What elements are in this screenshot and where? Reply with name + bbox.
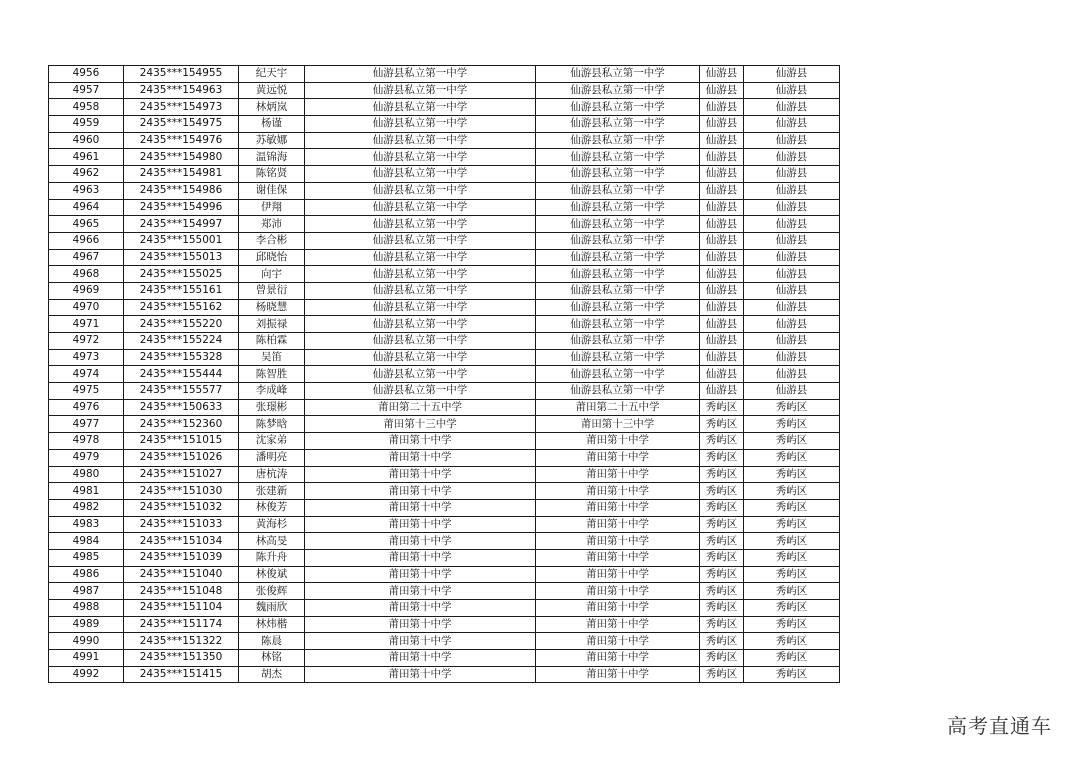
school-cell: 莆田第十中学: [305, 549, 536, 566]
table-row: [49, 383, 840, 400]
registered-school-cell: 莆田第十中学: [536, 466, 700, 483]
region-cell: 仙游县: [744, 366, 840, 383]
registered-school-cell: 莆田第十中学: [536, 533, 700, 550]
exam-id-cell: 2435***151104: [124, 600, 239, 617]
region-cell: 秀屿区: [744, 466, 840, 483]
region-cell: 仙游县: [744, 149, 840, 166]
table-row: [49, 199, 840, 216]
registered-school-cell: 莆田第十中学: [536, 566, 700, 583]
registered-school-cell: 莆田第十中学: [536, 583, 700, 600]
school-cell: 仙游县私立第一中学: [305, 149, 536, 166]
student-name-cell: 魏雨欣: [239, 600, 305, 617]
school-cell: 仙游县私立第一中学: [305, 232, 536, 249]
school-cell: 莆田第十中学: [305, 533, 536, 550]
row-number-cell: 4989: [49, 616, 124, 633]
row-number-cell: 4990: [49, 633, 124, 650]
region-cell: 仙游县: [744, 349, 840, 366]
table-row: [49, 333, 840, 350]
region-cell: 仙游县: [744, 333, 840, 350]
table-row: [49, 583, 840, 600]
student-name-cell: 潘明亮: [239, 449, 305, 466]
school-cell: 莆田第十中学: [305, 483, 536, 500]
exam-id-cell: 2435***155328: [124, 349, 239, 366]
region-cell: 秀屿区: [744, 449, 840, 466]
table-row: [49, 533, 840, 550]
school-cell: 莆田第十中学: [305, 516, 536, 533]
registered-school-cell: 仙游县私立第一中学: [536, 282, 700, 299]
row-number-cell: 4973: [49, 349, 124, 366]
district-cell: 仙游县: [700, 182, 744, 199]
table-row: [49, 316, 840, 333]
table-row: [49, 516, 840, 533]
registered-school-cell: 仙游县私立第一中学: [536, 149, 700, 166]
region-cell: 秀屿区: [744, 483, 840, 500]
region-cell: 仙游县: [744, 316, 840, 333]
student-name-cell: 陈铭贤: [239, 166, 305, 183]
table-row: [49, 600, 840, 617]
district-cell: 秀屿区: [700, 566, 744, 583]
student-name-cell: 谢佳保: [239, 182, 305, 199]
exam-id-cell: 2435***152360: [124, 416, 239, 433]
district-cell: 秀屿区: [700, 499, 744, 516]
student-name-cell: 林炜楷: [239, 616, 305, 633]
row-number-cell: 4960: [49, 132, 124, 149]
district-cell: 秀屿区: [700, 666, 744, 683]
region-cell: 仙游县: [744, 299, 840, 316]
table-row: [49, 483, 840, 500]
district-cell: 秀屿区: [700, 633, 744, 650]
student-name-cell: 胡杰: [239, 666, 305, 683]
table-row: [49, 399, 840, 416]
registered-school-cell: 仙游县私立第一中学: [536, 349, 700, 366]
row-number-cell: 4984: [49, 533, 124, 550]
row-number-cell: 4988: [49, 600, 124, 617]
district-cell: 仙游县: [700, 66, 744, 83]
student-name-cell: 李合彬: [239, 232, 305, 249]
row-number-cell: 4975: [49, 383, 124, 400]
region-cell: 秀屿区: [744, 499, 840, 516]
exam-id-cell: 2435***155444: [124, 366, 239, 383]
registered-school-cell: 莆田第十中学: [536, 650, 700, 667]
district-cell: 仙游县: [700, 349, 744, 366]
region-cell: 秀屿区: [744, 549, 840, 566]
exam-id-cell: 2435***151015: [124, 433, 239, 450]
registered-school-cell: 仙游县私立第一中学: [536, 232, 700, 249]
exam-id-cell: 2435***155161: [124, 282, 239, 299]
district-cell: 秀屿区: [700, 533, 744, 550]
school-cell: 仙游县私立第一中学: [305, 116, 536, 133]
student-name-cell: 陈升舟: [239, 549, 305, 566]
registered-school-cell: 莆田第十中学: [536, 666, 700, 683]
student-name-cell: 纪天宇: [239, 66, 305, 83]
district-cell: 秀屿区: [700, 549, 744, 566]
school-cell: 仙游县私立第一中学: [305, 216, 536, 233]
region-cell: 秀屿区: [744, 666, 840, 683]
exam-id-cell: 2435***151027: [124, 466, 239, 483]
registered-school-cell: 莆田第十中学: [536, 516, 700, 533]
row-number-cell: 4969: [49, 282, 124, 299]
school-cell: 仙游县私立第一中学: [305, 82, 536, 99]
student-name-cell: 苏敏娜: [239, 132, 305, 149]
registered-school-cell: 莆田第十三中学: [536, 416, 700, 433]
student-name-cell: 林铭: [239, 650, 305, 667]
row-number-cell: 4970: [49, 299, 124, 316]
school-cell: 莆田第十中学: [305, 583, 536, 600]
table-row: [49, 416, 840, 433]
exam-id-cell: 2435***151350: [124, 650, 239, 667]
exam-id-cell: 2435***151415: [124, 666, 239, 683]
student-name-cell: 沈家弟: [239, 433, 305, 450]
school-cell: 仙游县私立第一中学: [305, 349, 536, 366]
row-number-cell: 4978: [49, 433, 124, 450]
district-cell: 仙游县: [700, 132, 744, 149]
row-number-cell: 4987: [49, 583, 124, 600]
student-name-cell: 陈柏霖: [239, 333, 305, 350]
school-cell: 仙游县私立第一中学: [305, 182, 536, 199]
exam-id-cell: 2435***151322: [124, 633, 239, 650]
table-row: [49, 266, 840, 283]
school-cell: 莆田第十中学: [305, 499, 536, 516]
table-row: [49, 633, 840, 650]
student-name-cell: 陈晨: [239, 633, 305, 650]
region-cell: 秀屿区: [744, 600, 840, 617]
region-cell: 秀屿区: [744, 516, 840, 533]
row-number-cell: 4962: [49, 166, 124, 183]
exam-id-cell: 2435***154980: [124, 149, 239, 166]
row-number-cell: 4980: [49, 466, 124, 483]
exam-id-cell: 2435***151040: [124, 566, 239, 583]
exam-id-cell: 2435***154975: [124, 116, 239, 133]
exam-id-cell: 2435***155577: [124, 383, 239, 400]
exam-id-cell: 2435***151174: [124, 616, 239, 633]
district-cell: 仙游县: [700, 116, 744, 133]
row-number-cell: 4979: [49, 449, 124, 466]
district-cell: 秀屿区: [700, 483, 744, 500]
district-cell: 秀屿区: [700, 516, 744, 533]
row-number-cell: 4976: [49, 399, 124, 416]
registered-school-cell: 仙游县私立第一中学: [536, 116, 700, 133]
table-row: [49, 449, 840, 466]
registered-school-cell: 仙游县私立第一中学: [536, 82, 700, 99]
region-cell: 秀屿区: [744, 633, 840, 650]
registered-school-cell: 仙游县私立第一中学: [536, 366, 700, 383]
school-cell: 莆田第十中学: [305, 616, 536, 633]
district-cell: 仙游县: [700, 249, 744, 266]
school-cell: 仙游县私立第一中学: [305, 99, 536, 116]
exam-id-cell: 2435***155001: [124, 232, 239, 249]
registered-school-cell: 仙游县私立第一中学: [536, 66, 700, 83]
table-row: [49, 499, 840, 516]
exam-id-cell: 2435***151030: [124, 483, 239, 500]
table-row: [49, 216, 840, 233]
school-cell: 莆田第十中学: [305, 566, 536, 583]
region-cell: 仙游县: [744, 216, 840, 233]
table-row: [49, 132, 840, 149]
table-row: [49, 616, 840, 633]
row-number-cell: 4967: [49, 249, 124, 266]
table-row: [49, 99, 840, 116]
region-cell: 仙游县: [744, 232, 840, 249]
school-cell: 莆田第十中学: [305, 650, 536, 667]
table-row: [49, 116, 840, 133]
row-number-cell: 4985: [49, 549, 124, 566]
student-name-cell: 向宇: [239, 266, 305, 283]
region-cell: 仙游县: [744, 82, 840, 99]
student-name-cell: 林俊芳: [239, 499, 305, 516]
row-number-cell: 4986: [49, 566, 124, 583]
exam-id-cell: 2435***154996: [124, 199, 239, 216]
region-cell: 仙游县: [744, 249, 840, 266]
row-number-cell: 4983: [49, 516, 124, 533]
school-cell: 仙游县私立第一中学: [305, 199, 536, 216]
table-row: [49, 366, 840, 383]
row-number-cell: 4971: [49, 316, 124, 333]
student-name-cell: 伊翔: [239, 199, 305, 216]
exam-id-cell: 2435***155220: [124, 316, 239, 333]
exam-id-cell: 2435***154986: [124, 182, 239, 199]
table-row: [49, 349, 840, 366]
student-name-cell: 吴笛: [239, 349, 305, 366]
exam-id-cell: 2435***155025: [124, 266, 239, 283]
district-cell: 秀屿区: [700, 399, 744, 416]
school-cell: 仙游县私立第一中学: [305, 316, 536, 333]
student-name-cell: 张建新: [239, 483, 305, 500]
district-cell: 仙游县: [700, 316, 744, 333]
registered-school-cell: 莆田第十中学: [536, 499, 700, 516]
registered-school-cell: 仙游县私立第一中学: [536, 166, 700, 183]
registered-school-cell: 莆田第十中学: [536, 549, 700, 566]
region-cell: 仙游县: [744, 99, 840, 116]
row-number-cell: 4972: [49, 333, 124, 350]
student-name-cell: 杨晓慧: [239, 299, 305, 316]
student-name-cell: 黄远悦: [239, 82, 305, 99]
exam-id-cell: 2435***154963: [124, 82, 239, 99]
district-cell: 秀屿区: [700, 466, 744, 483]
student-name-cell: 林高旻: [239, 533, 305, 550]
table-row: [49, 232, 840, 249]
district-cell: 仙游县: [700, 149, 744, 166]
student-name-cell: 刘振禄: [239, 316, 305, 333]
table-row: [49, 666, 840, 683]
district-cell: 仙游县: [700, 266, 744, 283]
row-number-cell: 4956: [49, 66, 124, 83]
table-row: [49, 650, 840, 667]
table-row: [49, 66, 840, 83]
exam-id-cell: 2435***154973: [124, 99, 239, 116]
exam-id-cell: 2435***151048: [124, 583, 239, 600]
registered-school-cell: 莆田第十中学: [536, 633, 700, 650]
registered-school-cell: 仙游县私立第一中学: [536, 182, 700, 199]
district-cell: 仙游县: [700, 216, 744, 233]
district-cell: 仙游县: [700, 99, 744, 116]
district-cell: 仙游县: [700, 366, 744, 383]
row-number-cell: 4991: [49, 650, 124, 667]
table-row: [49, 82, 840, 99]
region-cell: 秀屿区: [744, 583, 840, 600]
school-cell: 莆田第十中学: [305, 433, 536, 450]
district-cell: 秀屿区: [700, 650, 744, 667]
exam-id-cell: 2435***154976: [124, 132, 239, 149]
row-number-cell: 4957: [49, 82, 124, 99]
registered-school-cell: 仙游县私立第一中学: [536, 383, 700, 400]
exam-id-cell: 2435***150633: [124, 399, 239, 416]
district-cell: 秀屿区: [700, 583, 744, 600]
region-cell: 仙游县: [744, 182, 840, 199]
table-row: [49, 566, 840, 583]
student-name-cell: 曾景衍: [239, 282, 305, 299]
row-number-cell: 4964: [49, 199, 124, 216]
region-cell: 仙游县: [744, 166, 840, 183]
school-cell: 仙游县私立第一中学: [305, 366, 536, 383]
exam-id-cell: 2435***151032: [124, 499, 239, 516]
exam-id-cell: 2435***155162: [124, 299, 239, 316]
region-cell: 仙游县: [744, 282, 840, 299]
student-name-cell: 陈智胜: [239, 366, 305, 383]
student-name-cell: 陈梦晗: [239, 416, 305, 433]
registered-school-cell: 仙游县私立第一中学: [536, 249, 700, 266]
student-name-cell: 邱晓怡: [239, 249, 305, 266]
school-cell: 莆田第十三中学: [305, 416, 536, 433]
region-cell: 仙游县: [744, 383, 840, 400]
district-cell: 仙游县: [700, 333, 744, 350]
row-number-cell: 4958: [49, 99, 124, 116]
region-cell: 秀屿区: [744, 616, 840, 633]
row-number-cell: 4968: [49, 266, 124, 283]
school-cell: 仙游县私立第一中学: [305, 333, 536, 350]
registered-school-cell: 莆田第十中学: [536, 483, 700, 500]
table-row: [49, 466, 840, 483]
school-cell: 莆田第十中学: [305, 449, 536, 466]
district-cell: 仙游县: [700, 232, 744, 249]
region-cell: 仙游县: [744, 66, 840, 83]
student-name-cell: 杨谨: [239, 116, 305, 133]
student-list-table: [48, 65, 840, 683]
school-cell: 仙游县私立第一中学: [305, 282, 536, 299]
exam-id-cell: 2435***155013: [124, 249, 239, 266]
table-row: [49, 433, 840, 450]
exam-id-cell: 2435***151033: [124, 516, 239, 533]
registered-school-cell: 莆田第二十五中学: [536, 399, 700, 416]
exam-id-cell: 2435***154981: [124, 166, 239, 183]
region-cell: 秀屿区: [744, 399, 840, 416]
registered-school-cell: 仙游县私立第一中学: [536, 266, 700, 283]
district-cell: 秀屿区: [700, 433, 744, 450]
registered-school-cell: 莆田第十中学: [536, 600, 700, 617]
table-row: [49, 182, 840, 199]
registered-school-cell: 仙游县私立第一中学: [536, 216, 700, 233]
row-number-cell: 4963: [49, 182, 124, 199]
region-cell: 仙游县: [744, 266, 840, 283]
row-number-cell: 4974: [49, 366, 124, 383]
row-number-cell: 4966: [49, 232, 124, 249]
watermark-text: 高考直通车: [947, 714, 1052, 738]
row-number-cell: 4982: [49, 499, 124, 516]
region-cell: 秀屿区: [744, 650, 840, 667]
table-row: [49, 249, 840, 266]
school-cell: 仙游县私立第一中学: [305, 299, 536, 316]
district-cell: 秀屿区: [700, 449, 744, 466]
table-row: [49, 166, 840, 183]
region-cell: 秀屿区: [744, 433, 840, 450]
row-number-cell: 4992: [49, 666, 124, 683]
registered-school-cell: 仙游县私立第一中学: [536, 333, 700, 350]
table-row: [49, 149, 840, 166]
registered-school-cell: 仙游县私立第一中学: [536, 299, 700, 316]
exam-id-cell: 2435***154997: [124, 216, 239, 233]
student-name-cell: 黄海杉: [239, 516, 305, 533]
registered-school-cell: 莆田第十中学: [536, 449, 700, 466]
table-body: [49, 66, 840, 683]
exam-id-cell: 2435***151039: [124, 549, 239, 566]
district-cell: 秀屿区: [700, 616, 744, 633]
school-cell: 莆田第十中学: [305, 633, 536, 650]
school-cell: 仙游县私立第一中学: [305, 266, 536, 283]
student-name-cell: 李成峰: [239, 383, 305, 400]
table-row: [49, 299, 840, 316]
exam-id-cell: 2435***154955: [124, 66, 239, 83]
student-name-cell: 张璟彬: [239, 399, 305, 416]
school-cell: 莆田第二十五中学: [305, 399, 536, 416]
row-number-cell: 4981: [49, 483, 124, 500]
student-name-cell: 温锦海: [239, 149, 305, 166]
school-cell: 仙游县私立第一中学: [305, 249, 536, 266]
region-cell: 仙游县: [744, 116, 840, 133]
region-cell: 秀屿区: [744, 533, 840, 550]
registered-school-cell: 莆田第十中学: [536, 616, 700, 633]
school-cell: 仙游县私立第一中学: [305, 166, 536, 183]
registered-school-cell: 仙游县私立第一中学: [536, 316, 700, 333]
district-cell: 仙游县: [700, 199, 744, 216]
row-number-cell: 4965: [49, 216, 124, 233]
school-cell: 莆田第十中学: [305, 666, 536, 683]
school-cell: 莆田第十中学: [305, 466, 536, 483]
student-name-cell: 唐杭涛: [239, 466, 305, 483]
district-cell: 仙游县: [700, 82, 744, 99]
registered-school-cell: 仙游县私立第一中学: [536, 132, 700, 149]
registered-school-cell: 仙游县私立第一中学: [536, 199, 700, 216]
row-number-cell: 4977: [49, 416, 124, 433]
district-cell: 仙游县: [700, 282, 744, 299]
table-row: [49, 282, 840, 299]
exam-id-cell: 2435***155224: [124, 333, 239, 350]
student-name-cell: 林炳岚: [239, 99, 305, 116]
school-cell: 仙游县私立第一中学: [305, 383, 536, 400]
student-name-cell: 张俊辉: [239, 583, 305, 600]
school-cell: 仙游县私立第一中学: [305, 66, 536, 83]
region-cell: 仙游县: [744, 132, 840, 149]
district-cell: 仙游县: [700, 383, 744, 400]
table-row: [49, 549, 840, 566]
registered-school-cell: 莆田第十中学: [536, 433, 700, 450]
school-cell: 仙游县私立第一中学: [305, 132, 536, 149]
school-cell: 莆田第十中学: [305, 600, 536, 617]
exam-id-cell: 2435***151034: [124, 533, 239, 550]
region-cell: 秀屿区: [744, 416, 840, 433]
region-cell: 仙游县: [744, 199, 840, 216]
student-name-cell: 郑沛: [239, 216, 305, 233]
district-cell: 秀屿区: [700, 416, 744, 433]
row-number-cell: 4961: [49, 149, 124, 166]
registered-school-cell: 仙游县私立第一中学: [536, 99, 700, 116]
region-cell: 秀屿区: [744, 566, 840, 583]
exam-id-cell: 2435***151026: [124, 449, 239, 466]
student-name-cell: 林俊斌: [239, 566, 305, 583]
district-cell: 仙游县: [700, 166, 744, 183]
row-number-cell: 4959: [49, 116, 124, 133]
district-cell: 仙游县: [700, 299, 744, 316]
district-cell: 秀屿区: [700, 600, 744, 617]
